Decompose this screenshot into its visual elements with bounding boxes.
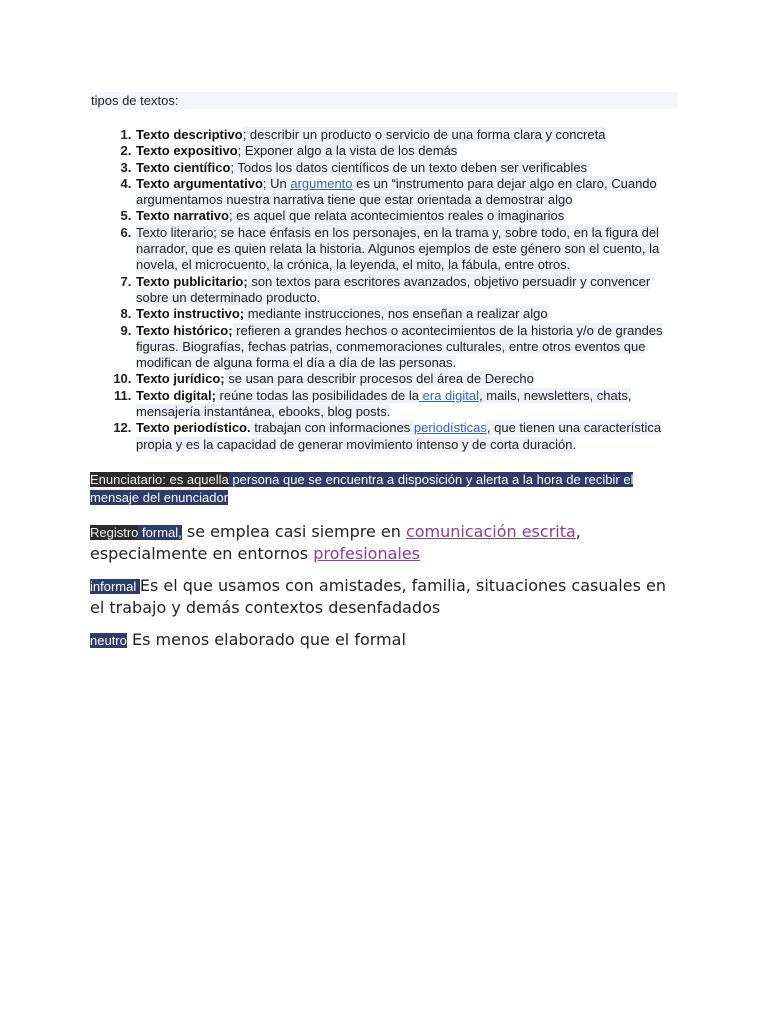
list-item: [135, 208, 678, 224]
list-item-text: son textos para escritores avanzados, objetivo persuadir y convencer sobre un determinado producto.: [136, 273, 651, 305]
list-item-text: ; Todos los datos científicos de un texto deben ser verificables: [230, 159, 588, 175]
list-item: [135, 323, 678, 372]
list-item-text: se usan para describir procesos del área de Derecho: [224, 371, 534, 387]
list-item-term: Texto digital;: [136, 387, 216, 403]
enunciatario-paragraph: [90, 471, 678, 507]
list-item-text: es un “instrumento para dejar algo en claro, Cuando argumentamos nuestra narrativa tiene que estar orientada a demostrar algo: [136, 175, 657, 208]
document-page: [90, 92, 678, 651]
registro-label: Registro: [90, 524, 139, 540]
list-item-text: , mails, newsletters, chats, mensajería instantánea, ebooks, blog posts.: [136, 387, 632, 420]
list-item: [135, 371, 678, 387]
comunicacion-escrita-link[interactable]: comunicación escrita: [405, 521, 576, 541]
list-item-term: Texto argumentativo: [136, 175, 263, 191]
list-item-term: Texto publicitario;: [136, 273, 248, 289]
list-item: [135, 420, 678, 453]
informal-text: Es el que usamos con amistades, familia, situaciones casuales en el trabajo y demás contextos desenfadados: [90, 575, 666, 617]
list-item-term: Texto histórico;: [136, 322, 233, 338]
list-item-text: ; Exponer algo a la vista de los demás: [237, 143, 458, 159]
list-item-text: mediante instrucciones, nos enseñan a realizar algo: [244, 306, 548, 322]
list-item-text: , que tienen una característica propia y es la capacidad de generar movimiento intenso y de corta duración.: [136, 420, 662, 452]
text-types-list: [90, 127, 678, 453]
periodisticas-link[interactable]: periodísticas: [413, 420, 487, 436]
list-item: [135, 143, 678, 159]
registro-text: se emplea casi siempre en: [181, 521, 406, 541]
list-item-text: Texto literario; se hace énfasis en los personajes, en la trama y, sobre todo, en la figura del narrador, que es quien relata la historia. Algunos ejemplos de este género son el cuento, la novela, el microcuento, la crónica, la leyenda, el mito, la fábula, entre otros.: [136, 224, 660, 273]
list-item-term: Texto instructivo;: [136, 306, 245, 322]
registro-informal-paragraph: [90, 575, 678, 618]
list-item-term: Texto descriptivo: [136, 127, 243, 142]
list-item-text: trabajan con informaciones: [250, 420, 414, 436]
neutro-text: Es menos elaborado que el formal: [126, 629, 406, 649]
formal-label: formal,: [138, 524, 182, 540]
enunciatario-label: Enunciatario: es aquella: [90, 471, 229, 487]
list-item: [135, 225, 678, 274]
profesionales-link[interactable]: profesionales: [313, 543, 421, 563]
list-item: [135, 127, 678, 143]
list-item-text: ; Un: [262, 175, 291, 191]
section-heading: tipos de textos:: [90, 92, 678, 109]
list-item-term: Texto jurídico;: [136, 371, 225, 387]
argumento-link[interactable]: argumento: [290, 175, 353, 191]
list-item-term: Texto científico: [136, 159, 231, 175]
informal-label: informal: [90, 578, 140, 594]
list-item-term: Texto narrativo: [136, 208, 229, 224]
list-item-term: Texto expositivo: [136, 143, 238, 159]
registro-formal-paragraph: [90, 521, 678, 564]
neutro-label: neutro: [90, 632, 127, 648]
registro-neutro-paragraph: [90, 629, 678, 651]
era-digital-link[interactable]: era digital: [419, 387, 480, 403]
list-item: [135, 274, 678, 307]
enunciatario-definition: persona que se encuentra a disposición y alerta a la hora de recibir el mensaje del enunciador: [90, 471, 634, 505]
list-item: [135, 176, 678, 209]
list-item: [135, 388, 678, 421]
list-item-text: refieren a grandes hechos o acontecimientos de la historia y/o de grandes figuras. Biografías, fechas patrias, conmemoraciones culturales, entre otros eventos que modifican de alguna forma el día a día de las personas.: [136, 322, 663, 371]
list-item: [135, 160, 678, 176]
registro-text: , especialmente en entornos: [90, 521, 581, 563]
list-item-text: reúne todas las posibilidades de la: [215, 387, 420, 403]
list-item: [135, 306, 678, 322]
list-item-text: ; es aquel que relata acontecimientos reales o imaginarios: [228, 208, 565, 224]
list-item-term: Texto periodístico.: [136, 420, 251, 436]
list-item-text: ; describir un producto o servicio de una forma clara y concreta: [242, 127, 606, 142]
